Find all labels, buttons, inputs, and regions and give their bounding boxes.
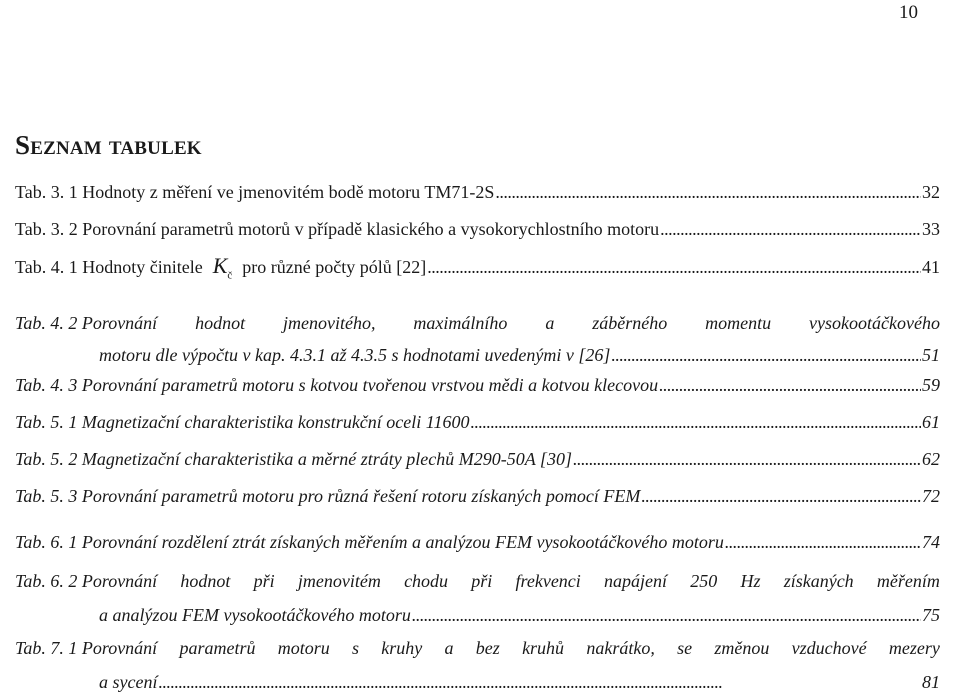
entry-word: získaných: [783, 571, 854, 591]
entry-caption: Tab. 5. 3 Porovnání parametrů motoru pro různá řešení rotoru získaných pomocí FEM: [15, 486, 641, 506]
toc-entry: [15, 410, 940, 434]
dot-leader: [659, 373, 921, 397]
entry-word: vzduchové: [791, 638, 867, 658]
entry-word: Tab. 6. 2 Porovnání: [15, 571, 158, 591]
entry-word: hodnot: [195, 313, 246, 333]
entry-word: a: [444, 638, 454, 658]
entry-word: chodu: [404, 571, 449, 591]
entry-word: se: [677, 638, 693, 658]
entry-word: Hz: [740, 571, 761, 591]
entry-word: nakrátko,: [586, 638, 655, 658]
entry-word: napájení: [604, 571, 668, 591]
page-number: 10: [899, 2, 918, 23]
entry-word: hodnot: [180, 571, 231, 591]
entry-caption: [15, 254, 426, 287]
toc-entry: [15, 566, 940, 624]
dot-leader: [427, 255, 921, 279]
entry-page-number: 74: [922, 532, 940, 552]
entry-word: jmenovitého,: [283, 313, 376, 333]
entry-caption: Tab. 4. 3 Porovnání parametrů motoru s kotvou tvořenou vrstvou mědi a kotvou klecovou: [15, 375, 659, 395]
dot-leader: [470, 410, 921, 434]
entry-caption-start: Tab. 4. 1 Hodnoty činitele: [15, 257, 203, 277]
symbol-k: [212, 253, 233, 282]
entry-word: jmenovitém: [297, 571, 381, 591]
entry-caption: a sycení: [99, 672, 158, 692]
dot-leader: [725, 530, 921, 554]
entry-page-number: 75: [922, 605, 940, 625]
entry-caption: motoru dle výpočtu v kap. 4.3.1 až 4.3.5 s hodnotami uvedenými v [26]: [99, 345, 611, 365]
entry-word: s: [352, 638, 360, 658]
toc-entry: [15, 217, 940, 241]
toc-entry: [15, 253, 940, 282]
entry-page-number: 32: [922, 182, 940, 202]
entry-word: a: [545, 313, 555, 333]
toc-entry: [15, 373, 940, 397]
entry-page-number: 51: [922, 345, 940, 365]
entry-page-number: 61: [922, 412, 940, 432]
entry-word: 250: [690, 571, 718, 591]
entry-caption: Tab. 5. 1 Magnetizační charakteristika konstrukční oceli 11600: [15, 412, 470, 432]
entry-caption: Tab. 6. 1 Porovnání rozdělení ztrát získaných měřením a analýzou FEM vysokootáčkového motoru: [15, 532, 724, 552]
entry-word: Tab. 7. 1 Porovnání: [15, 638, 158, 658]
entry-word: vysokootáčkového: [809, 313, 940, 333]
entry-word: kruhů: [522, 638, 565, 658]
entry-word: motoru: [277, 638, 330, 658]
entry-word: frekvenci: [515, 571, 581, 591]
dot-leader: [412, 600, 921, 631]
dot-leader: [158, 667, 921, 698]
entry-word: při: [471, 571, 493, 591]
entry-page-number: 81: [922, 672, 940, 692]
section-heading: Seznam tabulek: [15, 130, 202, 160]
entry-word: mezery: [888, 638, 940, 658]
entry-caption: Tab. 3. 2 Porovnání parametrů motorů v případě klasického a vysokorychlostního motoru: [15, 219, 660, 239]
entry-word: kruhy: [381, 638, 423, 658]
entry-page-number: 41: [922, 257, 940, 277]
entry-caption: Tab. 3. 1 Hodnoty z měření ve jmenovitém bodě motoru TM71-2S: [15, 182, 495, 202]
entry-word: změnou: [714, 638, 770, 658]
dot-leader: [611, 340, 921, 371]
entry-word: záběrného: [592, 313, 668, 333]
toc-entry: [15, 633, 940, 691]
entry-word: bez: [475, 638, 500, 658]
entry-word: momentu: [705, 313, 772, 333]
toc-entry: [15, 447, 940, 471]
symbol-letter: K: [212, 253, 228, 278]
dot-leader: [641, 484, 921, 508]
toc-entry: [15, 308, 940, 364]
entry-page-number: 33: [922, 219, 940, 239]
entry-caption: a analýzou FEM vysokootáčkového motoru: [99, 605, 411, 625]
entry-word: při: [253, 571, 275, 591]
toc-entry: [15, 484, 940, 508]
toc-entry: [15, 180, 940, 204]
entry-page-number: 72: [922, 486, 940, 506]
entry-caption: Tab. 5. 2 Magnetizační charakteristika a měrné ztráty plechů M290-50A [30]: [15, 449, 572, 469]
entry-word: měřením: [876, 571, 940, 591]
dot-leader: [573, 447, 921, 471]
dot-leader: [495, 180, 921, 204]
entry-word: maximálního: [413, 313, 508, 333]
toc-entry: [15, 530, 940, 554]
entry-word: Tab. 4. 2 Porovnání: [15, 313, 158, 333]
dot-leader: [660, 217, 921, 241]
entry-word: parametrů: [179, 638, 256, 658]
entry-page-number: 59: [922, 375, 940, 395]
symbol-subscript: č: [227, 269, 233, 282]
entry-page-number: 62: [922, 449, 940, 469]
entry-caption-end: pro různé počty pólů [22]: [242, 257, 427, 277]
